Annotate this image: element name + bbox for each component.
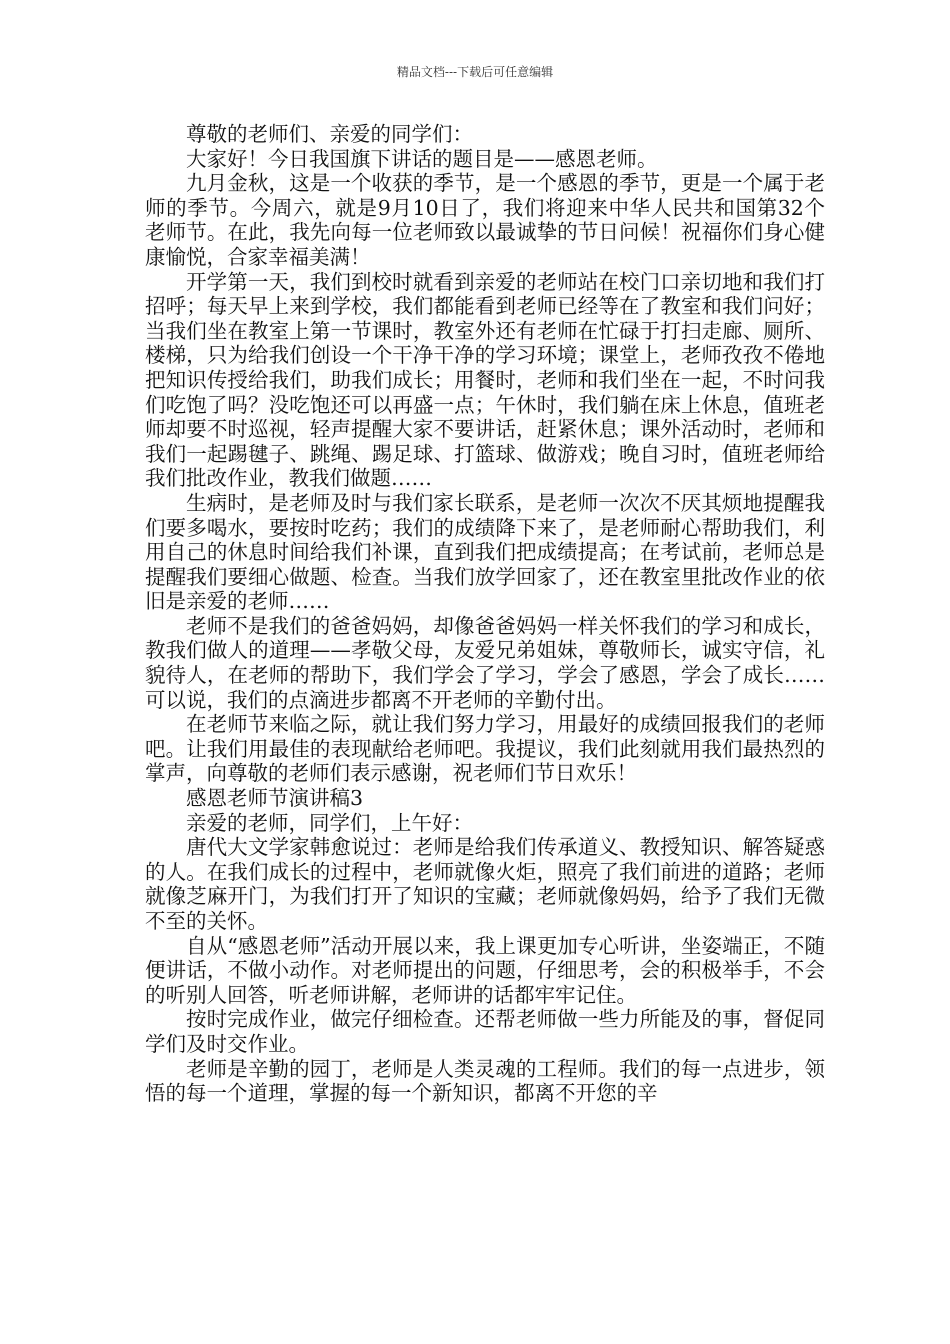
body-paragraph: 老师不是我们的爸爸妈妈，却像爸爸妈妈一样关怀我们的学习和成长，教我们做人的道理——孝敬父母，友爱兄弟姐妹，尊敬师长，诚实守信，礼貌待人，在老师的帮助下，我们学会了学习，学会了感恩，学会了成长……可以说，我们的点滴进步都离不开老师的辛勤付出。 bbox=[145, 613, 825, 712]
body-paragraph: 开学第一天，我们到校时就看到亲爱的老师站在校门口亲切地和我们打招呼；每天早上来到学校，我们都能看到老师已经等在了教室和我们问好；当我们坐在教室上第一节课时，教室外还有老师在忙碌于打扫走廊、厕所、楼梯，只为给我们创设一个干净干净的学习环境；课堂上，老师孜孜不倦地把知识传授给我们，助我们成长；用餐时，老师和我们坐在一起，不时问我们吃饱了吗？没吃饱还可以再盛一点；午休时，我们躺在床上休息，值班老师却要不时巡视，轻声提醒大家不要讲话，赶紧休息；课外活动时，老师和我们一起踢毽子、跳绳、踢足球、打篮球、做游戏；晚自习时，值班老师给我们批改作业，教我们做题…… bbox=[145, 269, 825, 491]
body-paragraph: 老师是辛勤的园丁，老师是人类灵魂的工程师。我们的每一点进步，领悟的每一个道理，掌握的每一个新知识，都离不开您的辛 bbox=[145, 1056, 825, 1106]
salutation: 尊敬的老师们、亲爱的同学们： bbox=[186, 122, 473, 146]
page-header: 精品文档---下载后可任意编辑 bbox=[396, 65, 554, 79]
body-paragraph: 生病时，是老师及时与我们家长联系，是老师一次次不厌其烦地提醒我们要多喝水，要按时吃药；我们的成绩降下来了，是老师耐心帮助我们，利用自己的休息时间给我们补课，直到我们把成绩提高；在考试前，老师总是提醒我们要细心做题、检查。当我们放学回家了，还在教室里批改作业的依旧是亲爱的老师…… bbox=[145, 490, 825, 614]
salutation: 亲爱的老师，同学们，上午好： bbox=[186, 810, 473, 835]
body-paragraph: 按时完成作业，做完仔细检查。还帮老师做一些力所能及的事，督促同学们及时交作业。 bbox=[145, 1007, 825, 1056]
section-title: 感恩老师节演讲稿3 bbox=[186, 786, 364, 811]
body-paragraph: 自从“感恩老师”活动开展以来，我上课更加专心听讲，坐姿端正，不随便讲话，不做小动作。对老师提出的问题，仔细思考，会的积极举手，不会的听别人回答，听老师讲解，老师讲的话都牢牢记住。 bbox=[145, 933, 825, 1007]
document-body bbox=[145, 122, 825, 1106]
body-paragraph: 九月金秋，这是一个收获的季节，是一个感恩的季节，更是一个属于老师的季节。今周六，就是9月10日了，我们将迎来中华人民共和国第32个老师节。在此，我先向每一位老师致以最诚挚的节日问候！祝福你们身心健康愉悦，合家幸福美满！ bbox=[145, 171, 825, 269]
greeting-paragraph: 大家好！今日我国旗下讲话的题目是——感恩老师。 bbox=[186, 146, 658, 171]
body-paragraph: 在老师节来临之际，就让我们努力学习，用最好的成绩回报我们的老师吧。让我们用最佳的表现献给老师吧。我提议，我们此刻就用我们最热烈的掌声，向尊敬的老师们表示感谢，祝老师们节日欢乐！ bbox=[145, 712, 825, 786]
body-paragraph: 唐代大文学家韩愈说过：老师是给我们传承道义、教授知识、解答疑惑的人。在我们成长的过程中，老师就像火炬，照亮了我们前进的道路；老师就像芝麻开门，为我们打开了知识的宝藏；老师就像妈妈，给予了我们无微不至的关怀。 bbox=[145, 835, 825, 933]
